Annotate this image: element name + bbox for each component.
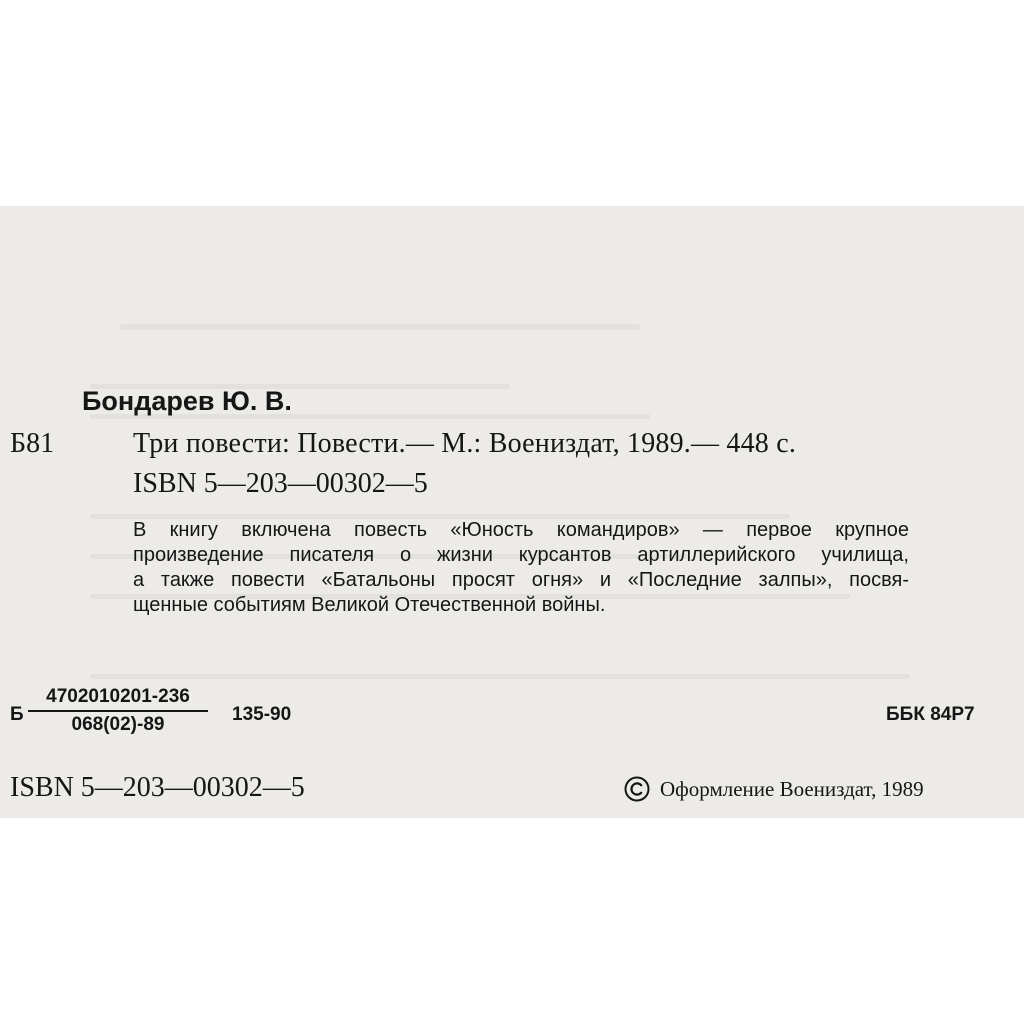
b-code-prefix: Б: [10, 704, 24, 725]
annotation-line: В книгу включена повесть «Юность командиров» — первое крупное: [133, 519, 909, 541]
annotation-line: а также повести «Батальоны просят огня» и «Последние залпы», посвя-: [133, 569, 909, 591]
annotation-line: произведение писателя о жизни курсантов артиллерийского училища,: [133, 544, 909, 566]
price-code: 135-90: [232, 704, 292, 725]
isbn-record: ISBN 5—203—00302—5: [133, 468, 428, 499]
copyright-notice: [624, 776, 924, 802]
book-page: [0, 206, 1024, 818]
catalog-code: Б81: [10, 428, 55, 459]
index-denominator: 068(02)-89: [71, 714, 165, 735]
annotation-text: [133, 518, 909, 618]
annotation-line: щенные событиям Великой Отечественной войны.: [133, 594, 606, 616]
publication-index-fraction: [28, 686, 208, 736]
bbk-classification: ББК 84Р7: [886, 704, 975, 725]
author-name: Бондарев Ю. В.: [82, 386, 292, 416]
fraction-bar: [28, 710, 208, 712]
isbn-imprint: ISBN 5—203—00302—5: [10, 772, 305, 803]
bibliographic-title-line: Три повести: Повести.— М.: Воениздат, 1989.— 448 с.: [133, 428, 797, 459]
copyright-text: Оформление Воениздат, 1989: [660, 776, 924, 801]
index-numerator: 4702010201-236: [46, 686, 190, 707]
copyright-circle-c-icon: [624, 776, 650, 802]
